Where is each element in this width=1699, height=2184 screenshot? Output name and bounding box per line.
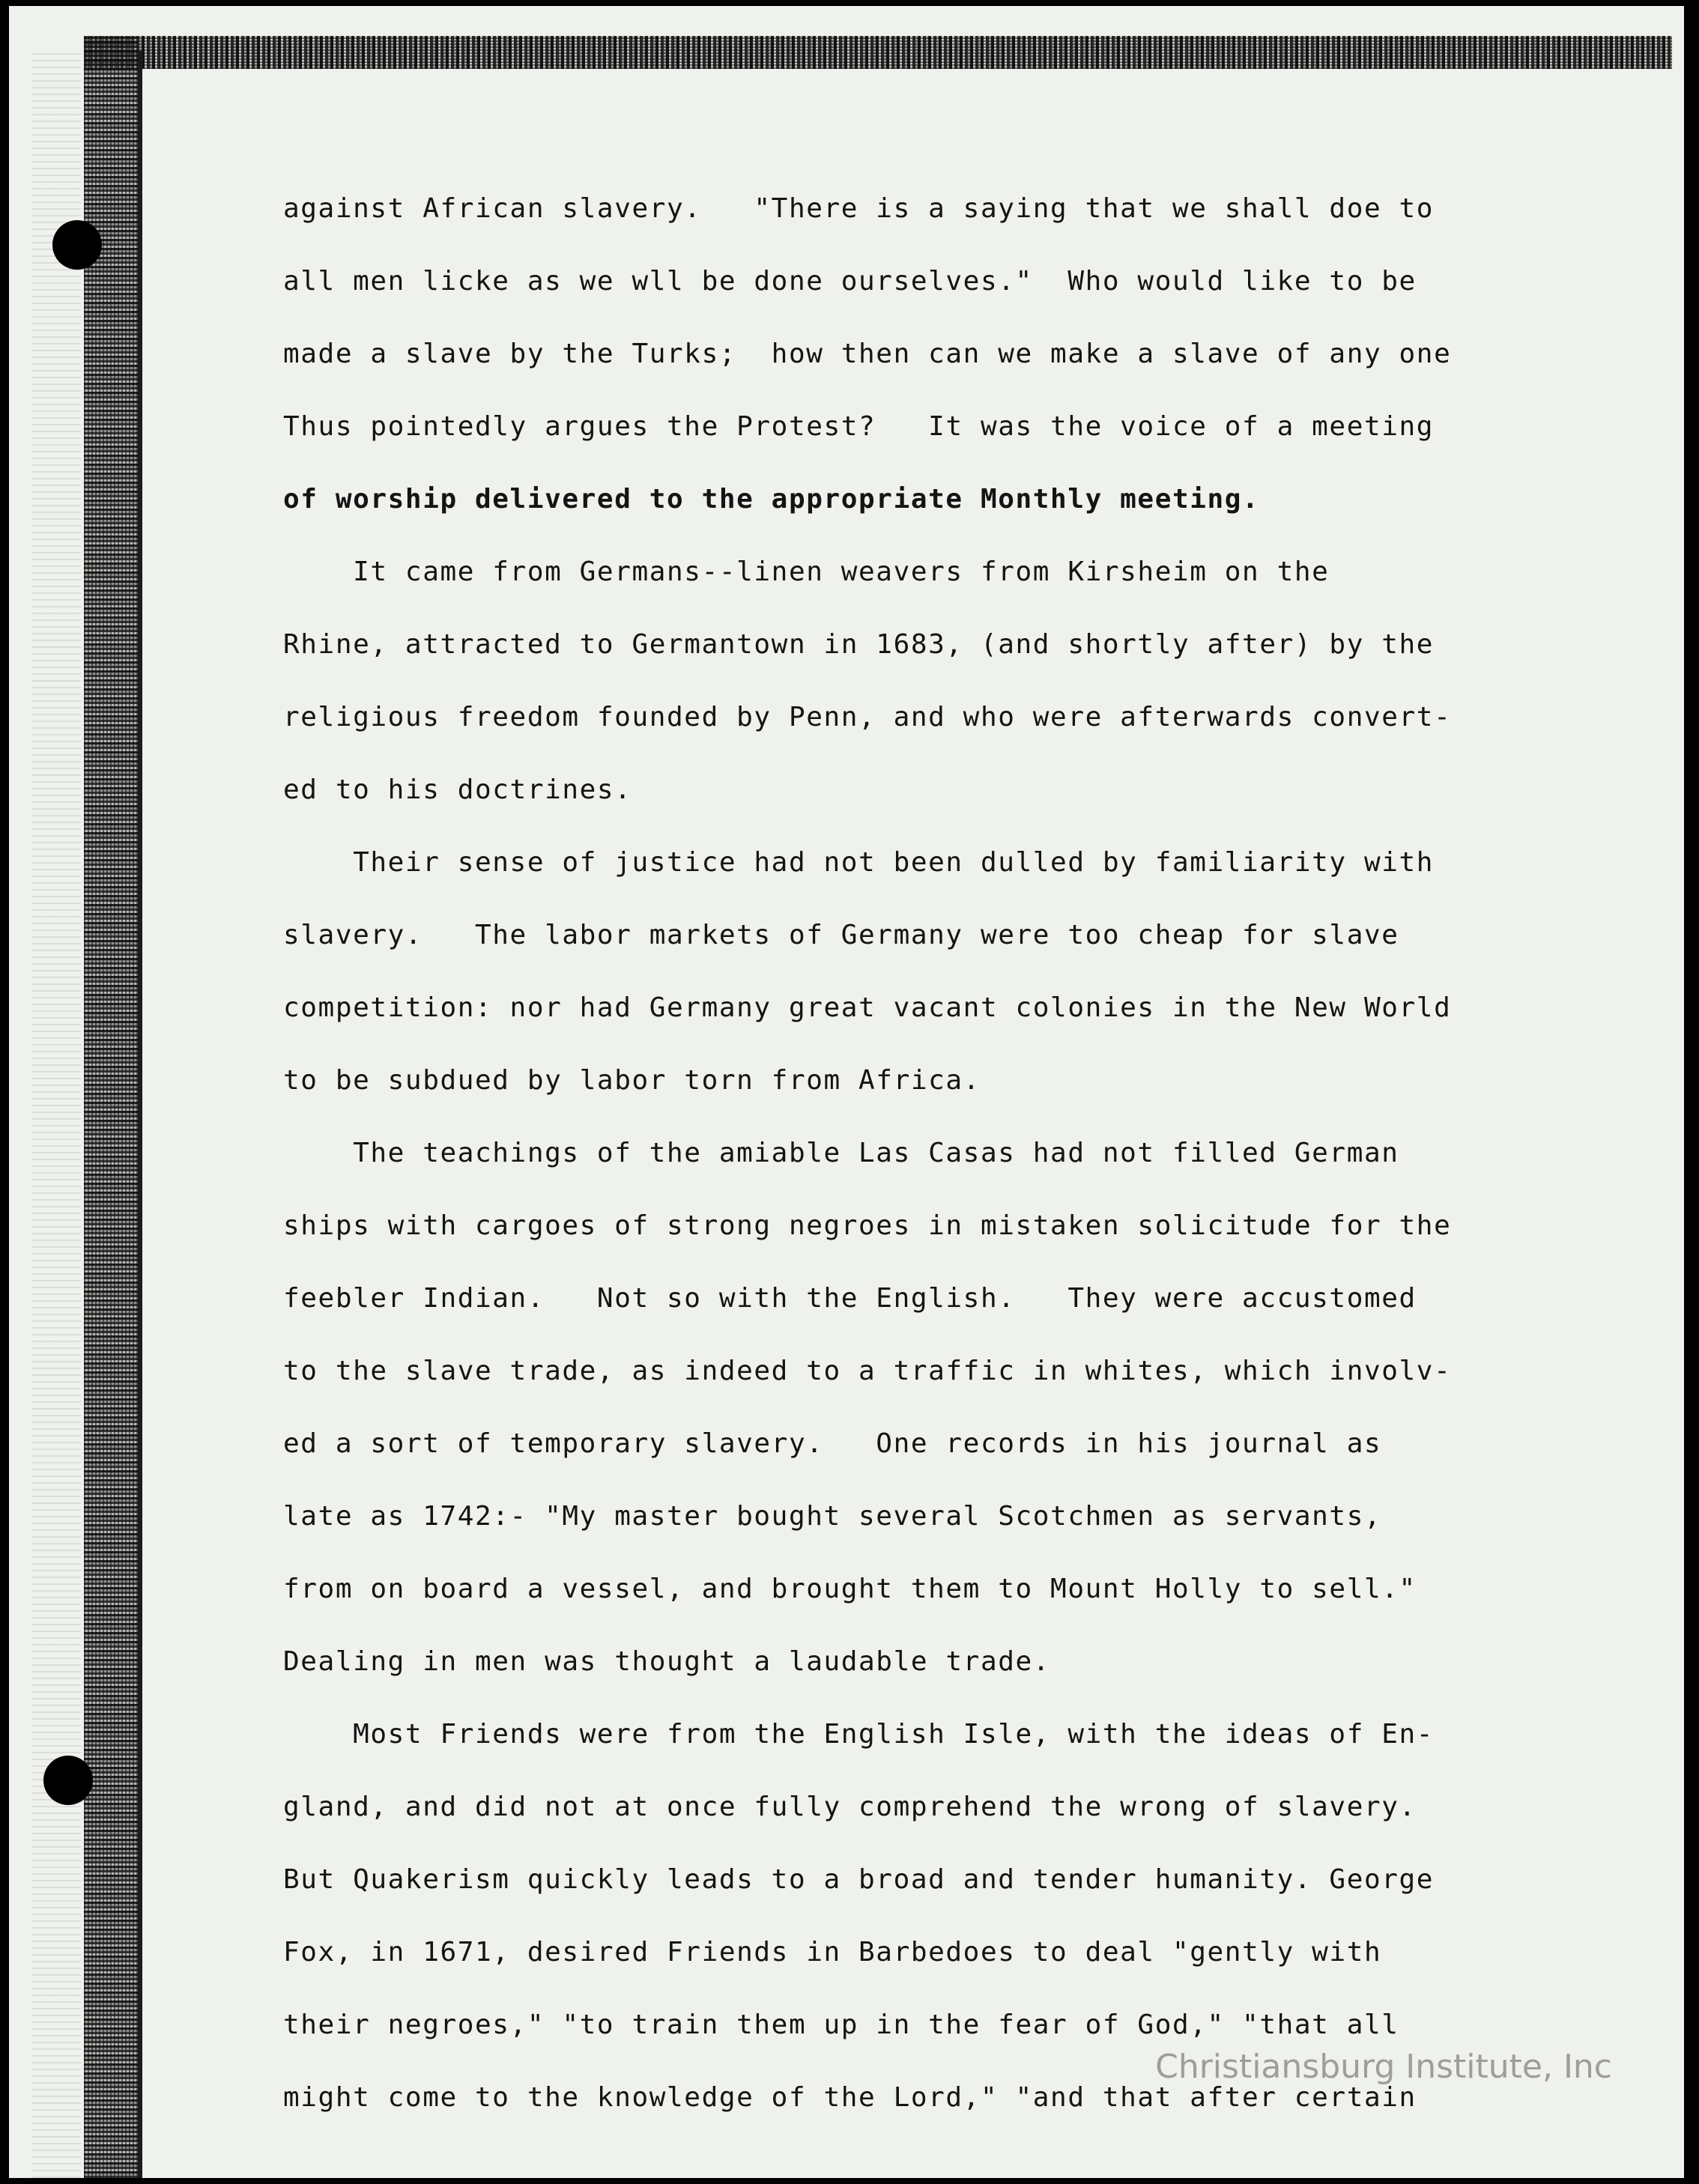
typed-text-body <box>283 172 1609 2134</box>
text-line: Thus pointedly argues the Protest? It was the voice of a meeting <box>283 411 1435 442</box>
text-line: It came from Germans--linen weavers from Kirsheim on the <box>283 556 1330 587</box>
text-line: The teachings of the amiable Las Casas had not filled German <box>283 1138 1399 1168</box>
text-line: religious freedom founded by Penn, and who were afterwards convert- <box>283 702 1452 732</box>
text-line: competition: nor had Germany great vacant colonies in the New World <box>283 992 1452 1023</box>
document-page <box>9 6 1684 2178</box>
punch-hole-bottom <box>43 1756 93 1805</box>
text-line: their negroes," "to train them up in the fear of God," "that all <box>283 2009 1399 2040</box>
text-line: ed a sort of temporary slavery. One records in his journal as <box>283 1428 1382 1459</box>
text-line: of worship delivered to the appropriate Monthly meeting. <box>283 484 1260 515</box>
text-line: all men licke as we wll be done ourselves." Who would like to be <box>283 266 1417 297</box>
photocopy-left-edge <box>84 36 138 2178</box>
text-line: made a slave by the Turks; how then can we make a slave of any one <box>283 339 1452 369</box>
watermark: Christiansburg Institute, Inc <box>1155 2048 1612 2086</box>
text-line: ships with cargoes of strong negroes in mistaken solicitude for the <box>283 1210 1452 1241</box>
text-line: from on board a vessel, and brought them to Mount Holly to sell." <box>283 1574 1417 1604</box>
text-line: Most Friends were from the English Isle, with the ideas of En- <box>283 1719 1435 1750</box>
text-line: Rhine, attracted to Germantown in 1683, (and shortly after) by the <box>283 629 1435 660</box>
text-line: against African slavery. "There is a saying that we shall doe to <box>283 193 1435 224</box>
text-line: But Quakerism quickly leads to a broad and tender humanity. George <box>283 1864 1435 1895</box>
text-line: gland, and did not at once fully comprehend the wrong of slavery. <box>283 1792 1417 1822</box>
text-line: to be subdued by labor torn from Africa. <box>283 1065 981 1096</box>
text-line: might come to the knowledge of the Lord," "and that after certain <box>283 2082 1417 2113</box>
text-line: Their sense of justice had not been dulled by familiarity with <box>283 847 1435 878</box>
text-line: late as 1742:- "My master bought several Scotchmen as servants, <box>283 1501 1382 1532</box>
punch-hole-top <box>52 220 102 270</box>
photocopy-top-edge <box>84 36 1672 69</box>
page-margin-line <box>138 51 142 2178</box>
text-line: feebler Indian. Not so with the English. They were accustomed <box>283 1283 1417 1314</box>
text-line: Fox, in 1671, desired Friends in Barbedoes to deal "gently with <box>283 1937 1382 1968</box>
text-line: ed to his doctrines. <box>283 774 632 805</box>
text-line: to the slave trade, as indeed to a traffic in whites, which involv- <box>283 1356 1452 1386</box>
text-line: slavery. The labor markets of Germany were too cheap for slave <box>283 920 1399 950</box>
text-line: Dealing in men was thought a laudable trade. <box>283 1646 1051 1677</box>
photocopy-speckle <box>31 51 81 2178</box>
